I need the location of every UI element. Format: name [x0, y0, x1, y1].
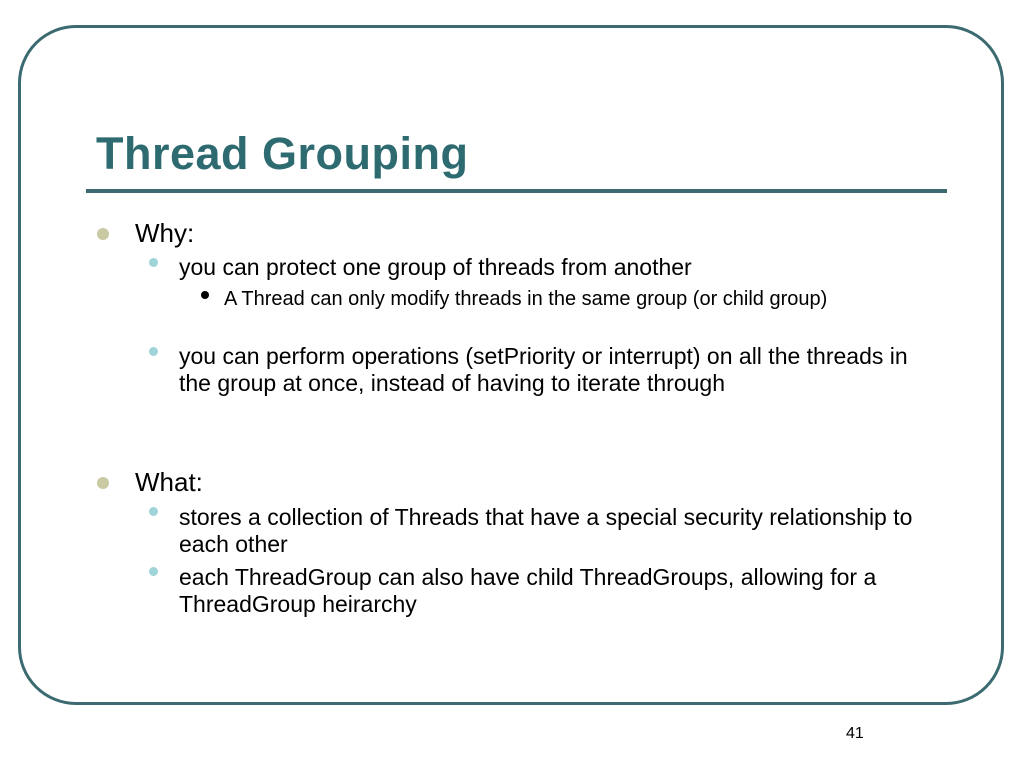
- what-item-1: stores a collection of Threads that have a special security relationship to each other: [179, 504, 913, 557]
- level2-bullet-icon: [149, 258, 158, 267]
- level2-bullet-icon: [149, 567, 158, 576]
- slide-title: Thread Grouping: [96, 128, 469, 179]
- section-heading-why: Why:: [135, 218, 195, 248]
- page-number: 41: [846, 725, 864, 742]
- why-item-1-subitem-1: A Thread can only modify threads in the same group (or child group): [224, 288, 828, 310]
- level2-bullet-icon: [149, 347, 158, 356]
- level1-bullet-icon: [97, 477, 109, 489]
- level1-bullet-icon: [97, 228, 109, 240]
- what-item-2: each ThreadGroup can also have child ThreadGroups, allowing for a ThreadGroup heirarchy: [179, 564, 877, 617]
- level2-bullet-icon: [149, 507, 158, 516]
- why-item-2: you can perform operations (setPriority or interrupt) on all the threads in the group at once, instead of having to iterate through: [179, 343, 908, 396]
- section-heading-what: What:: [135, 467, 203, 497]
- level3-bullet-icon: [201, 291, 209, 299]
- why-item-1: you can protect one group of threads from another: [179, 254, 692, 280]
